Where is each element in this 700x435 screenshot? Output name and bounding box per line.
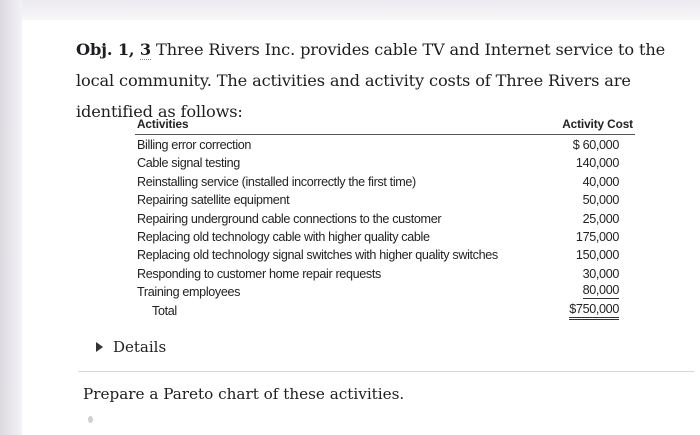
question-prompt: Prepare a Pareto chart of these activities. — [83, 385, 405, 403]
activity-name: Reinstalling service (installed incorrectly the first time) — [137, 174, 416, 189]
total-row — [135, 302, 635, 320]
activity-cost: $ 60,000 — [572, 138, 619, 152]
activity-cost-column-header: Activity Cost — [562, 117, 633, 131]
problem-heading — [76, 34, 694, 127]
left-page-edge — [0, 0, 22, 435]
activity-name: Cable signal testing — [137, 156, 240, 171]
objective-label: Obj. — [76, 40, 113, 59]
table-row — [135, 173, 635, 191]
activity-cost: 175,000 — [575, 229, 619, 244]
activity-name: Repairing satellite equipment — [137, 193, 290, 208]
activity-cost: 140,000 — [575, 156, 619, 171]
activity-cost: 30,000 — [582, 266, 619, 281]
table-row — [135, 136, 635, 154]
activity-cost: 25,000 — [582, 211, 619, 226]
objective-number-1: 1, — [117, 40, 135, 59]
header-rule — [135, 134, 635, 135]
table-row — [135, 191, 635, 209]
activity-cost: 80,000 — [582, 283, 619, 298]
section-divider — [78, 371, 694, 372]
activity-name: Billing error correction — [137, 138, 252, 152]
activity-name: Training employees — [137, 285, 241, 300]
activity-name: Replacing old technology signal switches with higher quality switches — [137, 248, 498, 263]
total-label: Total — [152, 303, 177, 318]
activity-cost: 150,000 — [575, 248, 619, 263]
activity-cost: 40,000 — [582, 174, 619, 189]
caret-right-icon — [96, 342, 103, 352]
activities-column-header: Activities — [137, 117, 189, 131]
activity-cost: 50,000 — [582, 193, 619, 208]
total-value: $750,000 — [569, 302, 619, 320]
objective-number-3: 3 — [139, 40, 152, 59]
objective-reference — [76, 40, 151, 60]
table-row — [135, 228, 635, 246]
top-shadow-band — [0, 0, 700, 20]
table-row — [135, 210, 635, 228]
activity-name: Replacing old technology cable with higher quality cable — [137, 229, 430, 244]
cursor-marker — [88, 416, 93, 423]
problem-intro-text: Three Rivers Inc. provides cable TV and Internet service to the local community. The activities and activity costs of Three Rivers are identified as follows: — [76, 40, 666, 121]
activity-name: Responding to customer home repair requests — [137, 266, 381, 281]
table-row — [135, 246, 635, 264]
details-toggle[interactable] — [96, 338, 166, 356]
table-row — [135, 265, 635, 283]
table-body — [135, 136, 635, 320]
table-row — [135, 283, 635, 301]
details-label: Details — [113, 338, 167, 356]
table-row — [135, 154, 635, 172]
activity-name: Repairing underground cable connections to the customer — [137, 211, 442, 226]
